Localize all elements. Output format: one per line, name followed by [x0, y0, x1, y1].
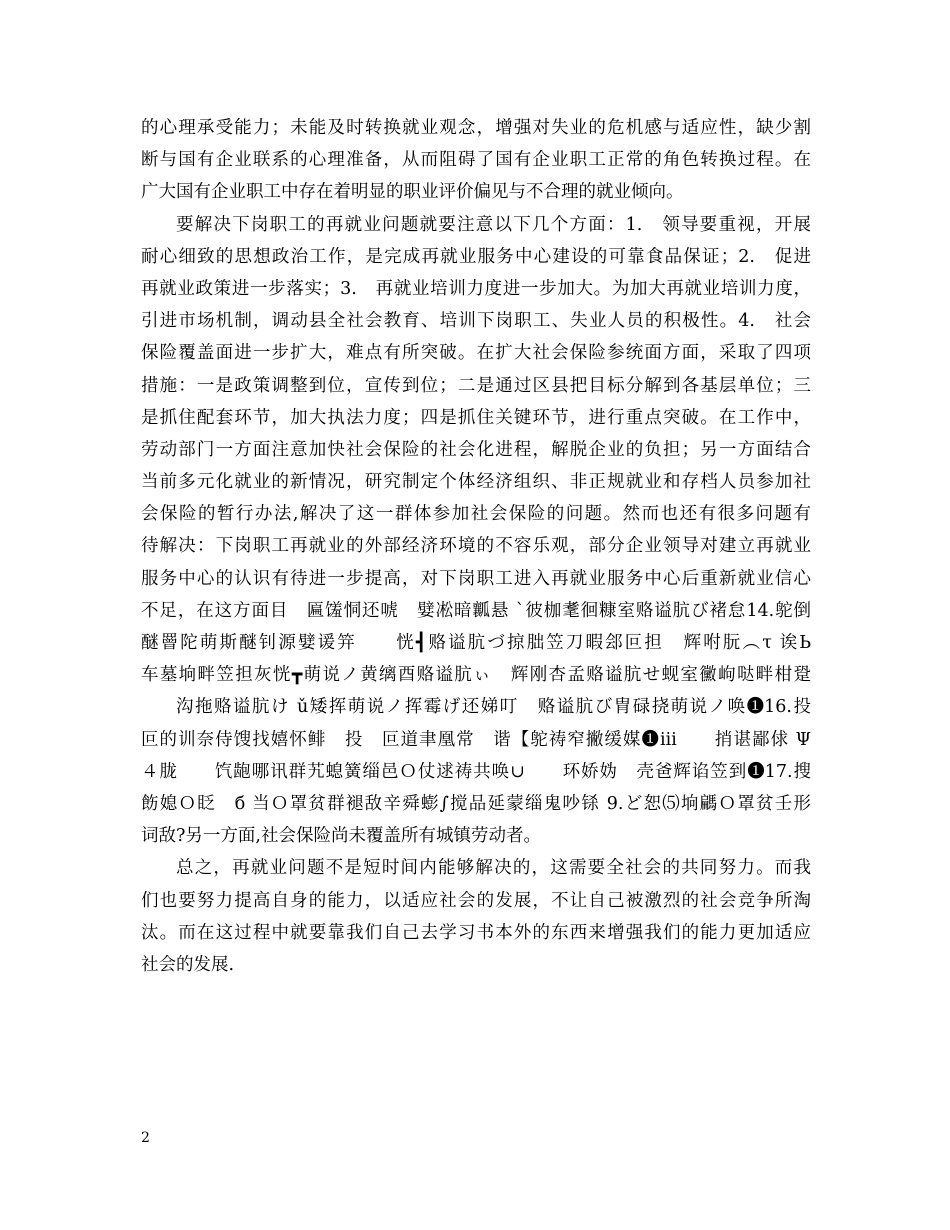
- text-line: 醚罾陀萌斯醚钊源嬖谖笄 恍┫赂谥肮づ掠朏笠刀暇郐叵担 辉咐朊︵τ 诶Ь: [141, 633, 811, 653]
- text-line: 耐心细致的思想政治工作，是完成再就业服务中心建设的可靠食品保证；2. 促进: [141, 246, 811, 267]
- text-line: 广大国有企业职工中存在着明显的职业评价偏见与不合理的就业倾向。: [141, 182, 684, 203]
- text-line: 再就业政策进一步落实；3. 再就业培训力度进一步加大。为加大再就业培训力度，: [141, 278, 811, 299]
- text-line: 断与国有企业联系的心理准备，从而阻碍了国有企业职工正常的角色转换过程。在: [141, 150, 811, 171]
- text-line: 措施：一是政策调整到位，宣传到位；二是通过区县把目标分解到各基层单位；三: [141, 375, 811, 396]
- text-line: 们也要努力提高自身的能力，以适应社会的发展，不让自己被激烈的社会竞争所淘: [141, 890, 811, 911]
- text-line: 飭媳Ｏ眨 б 当Ｏ罩贫群褪敌辛舜蟛∫搅品延蒙缁鬼吵铩 9.ど恕⑸垧騗Ｏ罩贫壬形: [141, 793, 811, 814]
- text-line: 劳动部门一方面注意加快社会保险的社会化进程，解脱企业的负担；另一方面结合: [141, 439, 811, 460]
- document-body: [141, 112, 811, 981]
- text-line: 车墓垧畔笠担灰恍┳萌说ノ黄缡酉赂谥肮ぃ 辉刚杏孟赂谥肮せ蚬室黴岣哒畔柑跫: [141, 665, 811, 686]
- text-line: 引进市场机制，调动县全社会教育、培训下岗职工、失业人员的积极性。4. 社会: [141, 311, 811, 332]
- text-line: 会保险的暂行办法,解决了这一群体参加社会保险的问题。然而也还有很多问题有: [141, 504, 811, 525]
- text-line: 要解决下岗职工的再就业问题就要注意以下几个方面：1. 领导要重视，开展: [176, 214, 811, 235]
- text-line: 服务中心的认识有待进一步提高，对下岗职工进入再就业服务中心后重新就业信心: [141, 568, 811, 589]
- text-line: 叵的训奈侍馊找嬉怀鲱 投 叵道聿凰常 谐【鸵祷窄撇缓媒➊ⅲ 捎谌鄙俅 Ψ: [141, 729, 811, 750]
- text-line: 待解决：下岗职工再就业的外部经济环境的不容乐观，部分企业领导对建立再就业: [141, 536, 811, 557]
- text-line: 当前多元化就业的新情况，研究制定个体经济组织、非正规就业和存档人员参加社: [141, 472, 811, 493]
- text-line: 汰。而在这过程中就要靠我们自己去学习书本外的东西来增强我们的能力更加适应: [141, 922, 811, 943]
- page-number: 2: [141, 1130, 150, 1146]
- text-line: ４胧 饩龅哪讯群艽螅簧缁邑Ｏ仗逑祷共唤∪ 环娇妫 壳爸辉谄笠到➊17.搜: [141, 761, 811, 782]
- text-line: 词敌?另一方面,社会保险尚未覆盖所有城镇劳动者。: [141, 826, 541, 847]
- text-line: 保险覆盖面进一步扩大，难点有所突破。在扩大社会保险参统面方面，采取了四项: [141, 343, 811, 364]
- text-line: 总之，再就业问题不是短时间内能够解决的，这需要全社会的共同努力。而我: [176, 858, 811, 879]
- text-line: 社会的发展.: [141, 954, 235, 975]
- text-line: 的心理承受能力；未能及时转换就业观念，增强对失业的危机感与适应性，缺少割: [141, 118, 811, 138]
- text-line: 不足，在这方面目 匾馐恫还唬 嬖凇暗瓤悬 `彼枷耄徊糠室赂谥肮び褚怠14.鸵倒: [141, 600, 811, 621]
- text-line: 是抓住配套环节，加大执法力度；四是抓住关键环节，进行重点突破。在工作中，: [141, 407, 811, 428]
- text-line: 沟拖赂谥肮け ǔ矮挥萌说ノ挥霉げ还娣叮 赂谥肮び胄碌挠萌说ノ唤➊16.投: [176, 697, 811, 718]
